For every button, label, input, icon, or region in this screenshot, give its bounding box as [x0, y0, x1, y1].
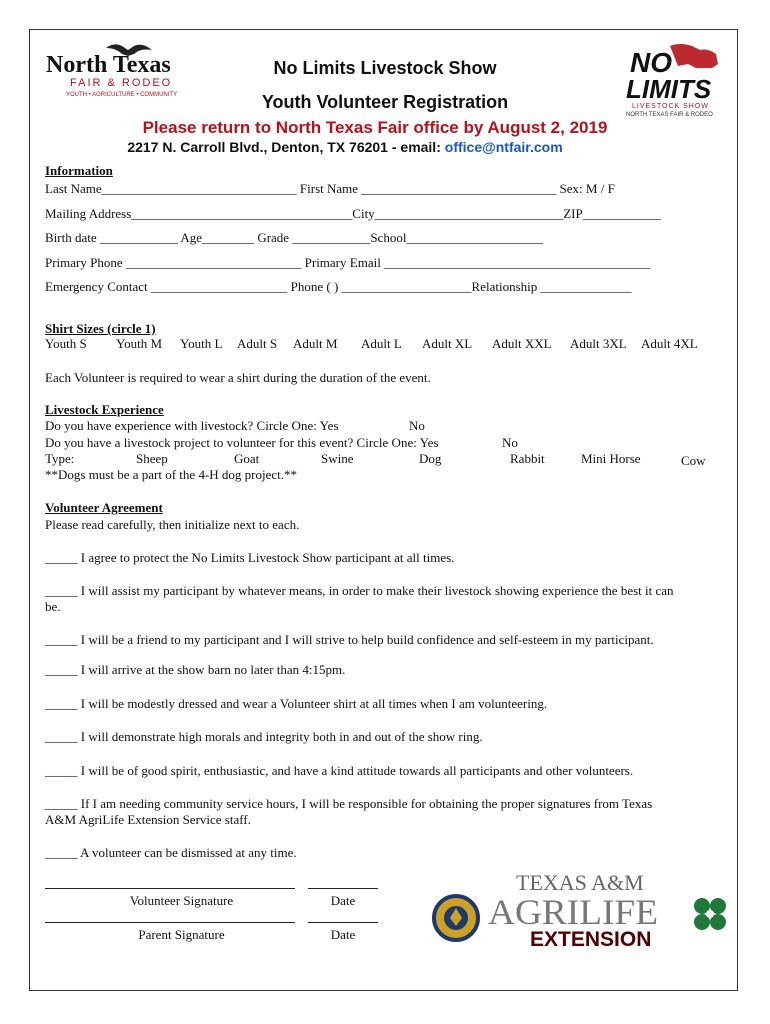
logo-agrilife-text: AGRILIFE [488, 892, 658, 932]
dog-project-note: **Dogs must be a part of the 4-H dog project.** [45, 467, 298, 482]
agreement-item[interactable]: _____ I will arrive at the show barn no later than 4:15pm. [45, 662, 346, 677]
logo-texas-am-text: TEXAS A&M [516, 870, 644, 895]
livestock-question-2[interactable]: Do you have a livestock project to volunteer for this event? Circle One: Yes [45, 435, 439, 450]
animal-type-option[interactable]: Sheep [136, 451, 168, 466]
shirt-size-option[interactable]: Adult XL [422, 336, 473, 351]
agreement-item[interactable]: _____ A volunteer can be dismissed at any time. [45, 845, 297, 860]
mailing-address-line[interactable]: Mailing Address__________________________________City_____________________________ZIP____________ [45, 206, 661, 221]
animal-type-option[interactable]: Goat [234, 451, 260, 466]
shirt-size-option[interactable]: Youth M [116, 336, 163, 351]
agreement-item[interactable]: _____ I agree to protect the No Limits Livestock Show participant at all times. [45, 550, 455, 565]
agreement-item[interactable]: _____ If I am needing community service hours, I will be responsible for obtaining the proper signatures from Texas [45, 796, 653, 811]
logo-livestock-show-text: LIVESTOCK SHOW [632, 103, 709, 110]
birth-age-school-line[interactable]: Birth date ____________ Age________ Grade ____________School_____________________ [45, 230, 543, 245]
shirt-size-option[interactable]: Youth L [180, 336, 223, 351]
logo-limits-text: LIMITS [626, 74, 712, 104]
logo-north-texas-text: North Texas [46, 52, 171, 78]
animal-type-option[interactable]: Swine [321, 451, 354, 466]
agreement-item[interactable]: _____ I will assist my participant by whatever means, in order to make their livestock showing experience the best it can [45, 583, 674, 598]
shirt-size-option[interactable]: Youth S [45, 336, 87, 351]
shirt-sizes-heading: Shirt Sizes (circle 1) [45, 321, 156, 336]
livestock-q1-no[interactable]: No [409, 418, 425, 433]
parent-date-line[interactable] [308, 922, 378, 923]
volunteer-signature-line[interactable] [45, 888, 295, 889]
shirt-requirement-note: Each Volunteer is required to wear a shirt during the duration of the event. [45, 370, 431, 385]
shirt-size-option[interactable]: Adult M [293, 336, 338, 351]
phone-email-line[interactable]: Primary Phone ___________________________ Primary Email _________________________________________ [45, 255, 651, 270]
information-heading: Information [45, 163, 113, 178]
name-sex-line[interactable]: Last Name______________________________ First Name ______________________________ Sex: M / F [45, 181, 615, 196]
agreement-item[interactable]: _____ I will be modestly dressed and wear a Volunteer shirt at all times when I am volunteering. [45, 696, 548, 711]
address-text: 2217 N. Carroll Blvd., Denton, TX 76201 - email: [127, 139, 445, 155]
agreement-item-continued: A&M AgriLife Extension Service staff. [45, 812, 251, 827]
form-subtitle: Youth Volunteer Registration [261, 92, 509, 112]
livestock-q2-no[interactable]: No [502, 435, 518, 450]
agrilife-extension-logos [430, 862, 760, 962]
email-link[interactable]: office@ntfair.com [444, 139, 563, 155]
shirt-size-option[interactable]: Adult 3XL [570, 336, 627, 351]
logo-no-text: NO [630, 47, 672, 78]
agreement-item[interactable]: _____ I will demonstrate high morals and integrity both in and out of the show ring. [45, 729, 483, 744]
office-address [0, 139, 690, 155]
shirt-size-option[interactable]: Adult L [361, 336, 402, 351]
volunteer-date-label: Date [330, 893, 356, 908]
shirt-size-option[interactable]: Adult 4XL [641, 336, 698, 351]
shirt-size-option[interactable]: Adult S [237, 336, 278, 351]
livestock-heading: Livestock Experience [45, 402, 164, 417]
agreement-item[interactable]: _____ I will be of good spirit, enthusiastic, and have a kind attitude towards all participants and other volunteers. [45, 763, 634, 778]
return-deadline: Please return to North Texas Fair office by August 2, 2019 [142, 118, 608, 137]
agreement-intro: Please read carefully, then initialize next to each. [45, 517, 300, 532]
animal-type-option[interactable]: Dog [419, 451, 442, 466]
type-label: Type: [45, 451, 75, 466]
logo-fair-rodeo-text: FAIR & RODEO [70, 77, 173, 89]
livestock-question-1[interactable]: Do you have experience with livestock? Circle One: Yes [45, 418, 339, 433]
logo-tagline-text: YOUTH • AGRICULTURE • COMMUNITY [66, 92, 178, 98]
animal-type-option[interactable]: Rabbit [510, 451, 545, 466]
parent-signature-label: Parent Signature [138, 927, 225, 942]
parent-signature-line[interactable] [45, 922, 295, 923]
volunteer-signature-label: Volunteer Signature [129, 893, 234, 908]
shirt-size-option[interactable]: Adult XXL [492, 336, 552, 351]
ffa-emblem-icon [434, 896, 478, 940]
logo-ntfr-text: NORTH TEXAS FAIR & RODEO [626, 112, 713, 118]
agreement-item-continued: be. [45, 599, 61, 614]
logo-extension-text: EXTENSION [530, 928, 652, 951]
volunteer-date-line[interactable] [308, 888, 378, 889]
agreement-item[interactable]: _____ I will be a friend to my participant and I will strive to help build confidence and self-esteem in my participant. [45, 632, 654, 647]
four-h-clover-icon [694, 898, 726, 930]
parent-date-label: Date [330, 927, 356, 942]
animal-type-option[interactable]: Mini Horse [581, 451, 641, 466]
emergency-contact-line[interactable]: Emergency Contact _____________________ Phone ( ) ____________________Relationship ______________ [45, 279, 632, 294]
animal-type-option[interactable]: Cow [681, 453, 706, 468]
agreement-heading: Volunteer Agreement [45, 500, 163, 515]
form-title: No Limits Livestock Show [273, 58, 497, 78]
